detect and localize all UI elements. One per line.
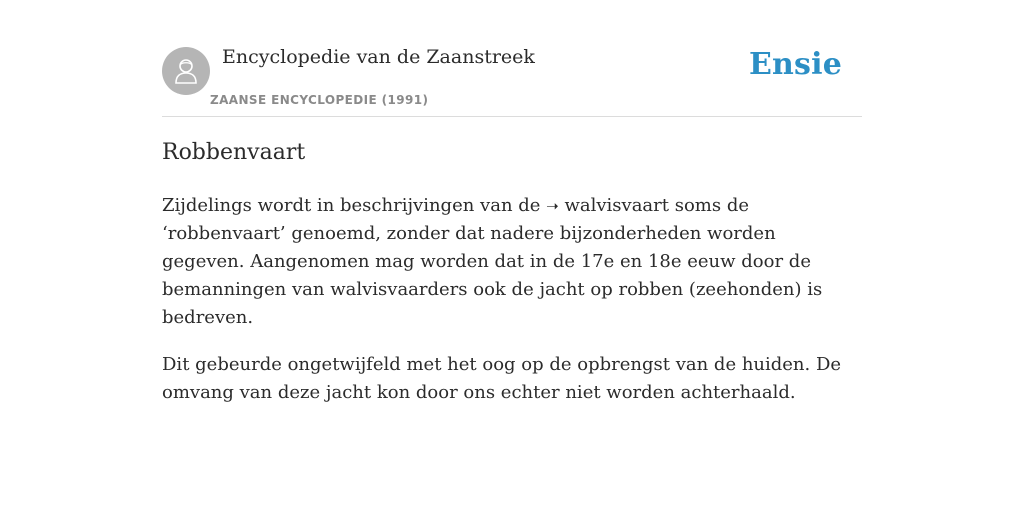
article-paragraph <box>162 192 862 332</box>
article-title: Robbenvaart <box>162 140 306 165</box>
article-body <box>162 192 862 426</box>
source-title[interactable]: Encyclopedie van de Zaanstreek <box>222 46 535 68</box>
paragraph-text: soms de ‘robbenvaart’ genoemd, zonder dat nadere bijzonderheden worden gegeven. Aangenomen mag worden dat in de 17e en 18e eeuw door de bemanningen van walvisvaarders ook de jacht op robben (zeehonden) is bedreven. <box>162 195 823 328</box>
cross-reference-arrow-icon: ➝ <box>546 197 559 215</box>
cross-reference-link[interactable]: walvisvaart <box>564 195 669 216</box>
paragraph-text: Zijdelings wordt in beschrijvingen van de <box>162 195 547 216</box>
avatar[interactable] <box>162 47 210 95</box>
source-subtitle: ZAANSE ENCYCLOPEDIE (1991) <box>210 93 429 107</box>
page <box>162 0 862 403</box>
article-paragraph: Dit gebeurde ongetwijfeld met het oog op de opbrengst van de huiden. De omvang van deze jacht kon door ons echter niet worden achterhaald. <box>162 354 842 403</box>
user-icon <box>173 57 199 85</box>
source-header <box>162 0 862 117</box>
brand-logo-link[interactable]: Ensie <box>748 47 842 82</box>
